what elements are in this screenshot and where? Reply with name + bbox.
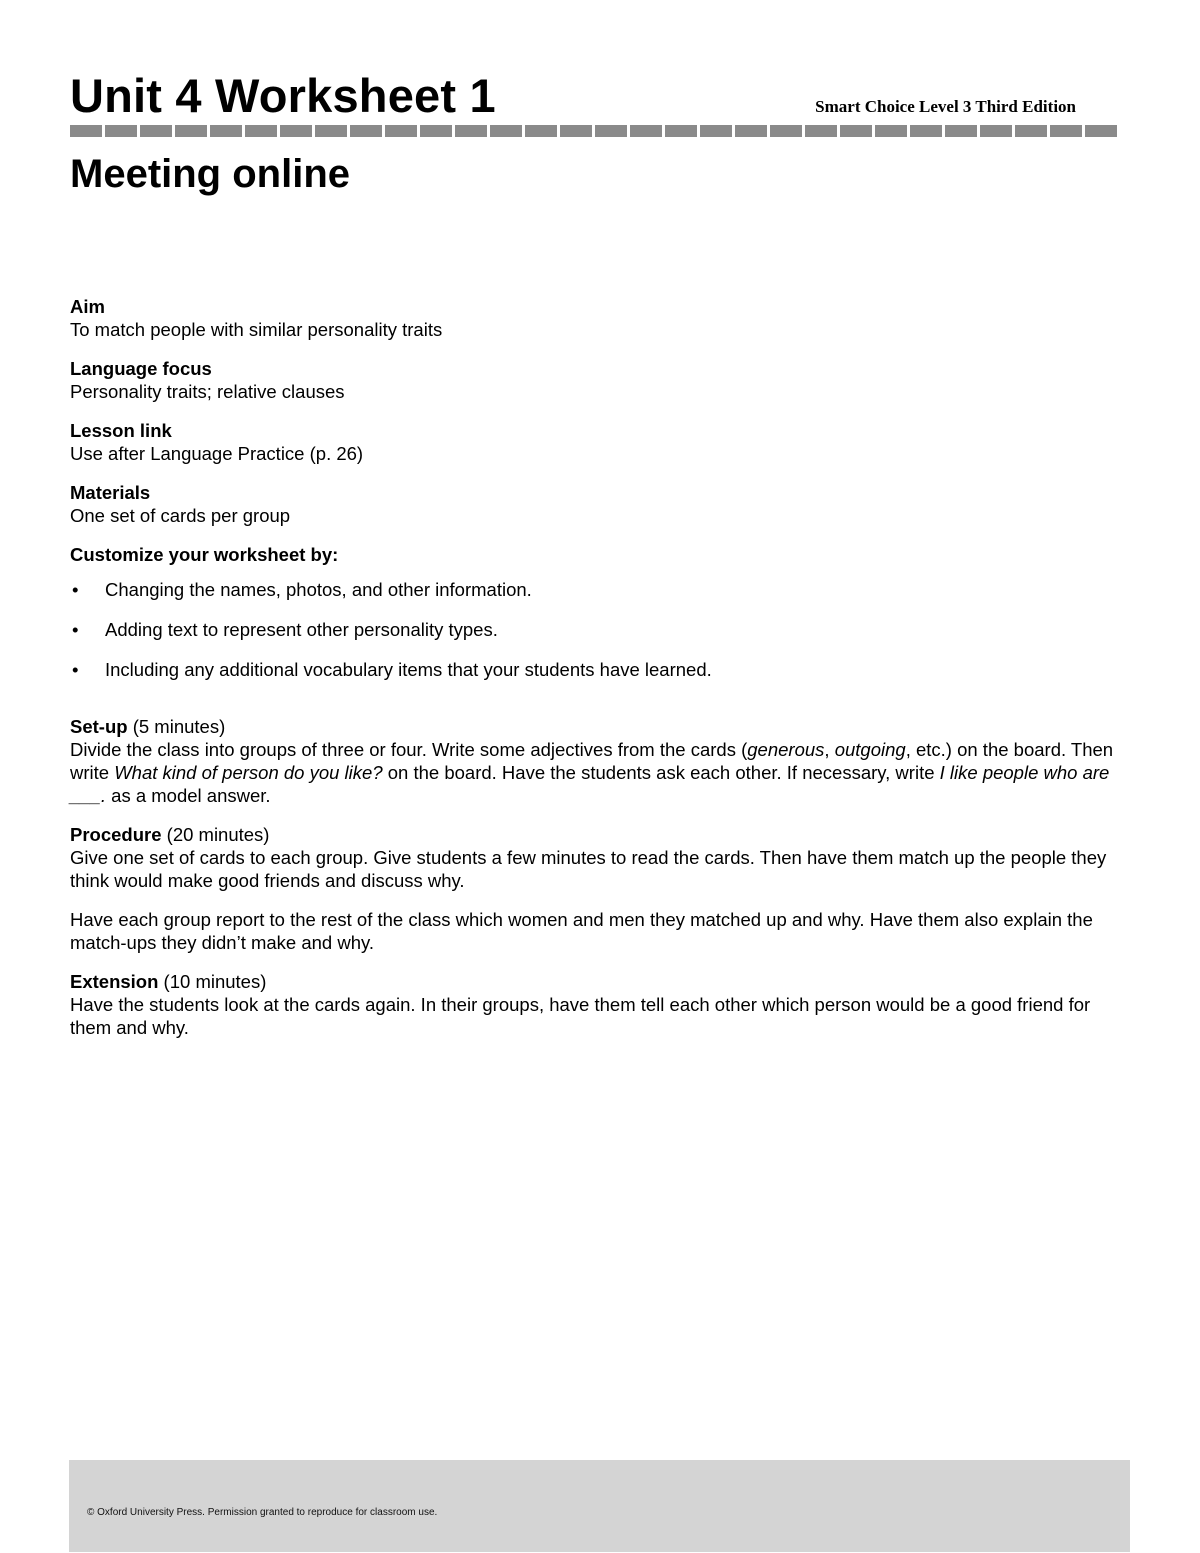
procedure-heading: Procedure — [70, 824, 162, 845]
setup-emphasis: generous — [747, 739, 825, 760]
aim-heading: Aim — [70, 296, 105, 317]
lesson-link-section — [70, 419, 1125, 465]
customize-heading: Customize your worksheet by: — [70, 544, 339, 565]
language-focus-section — [70, 357, 1125, 403]
list-item-text: Changing the names, photos, and other information. — [105, 579, 532, 600]
header-divider — [70, 125, 1117, 137]
worksheet-content — [70, 295, 1125, 1055]
list-item — [70, 618, 1125, 641]
worksheet-title: Unit 4 Worksheet 1 — [70, 69, 496, 122]
setup-text: Divide the class into groups of three or four. Write some adjectives from the cards ( — [70, 739, 748, 760]
setup-emphasis: I like people who are ___. — [70, 762, 1110, 806]
setup-heading: Set-up — [70, 716, 128, 737]
language-focus-body: Personality traits; relative clauses — [70, 381, 345, 402]
extension-body: Have the students look at the cards again. In their groups, have them tell each other which person would be a good friend for them and why. — [70, 994, 1091, 1038]
extension-heading: Extension — [70, 971, 159, 992]
list-item-text: Adding text to represent other personality types. — [105, 619, 498, 640]
bullet-icon: • — [72, 659, 79, 680]
setup-duration: (5 minutes) — [127, 716, 226, 737]
procedure-duration: (20 minutes) — [161, 824, 270, 845]
aim-section — [70, 295, 1125, 341]
list-item — [70, 658, 1125, 681]
copyright-notice: © Oxford University Press. Permission granted to reproduce for classroom use. — [87, 1507, 438, 1518]
materials-body: One set of cards per group — [70, 505, 291, 526]
setup-text: , etc.) on the board. Then write — [70, 739, 1114, 783]
procedure-paragraph-2: Have each group report to the rest of the class which women and men they matched up and why. Have them also explain the match-ups they didn’t make and why. — [70, 909, 1093, 953]
setup-section — [70, 715, 1125, 807]
setup-text: as a model answer. — [106, 785, 271, 806]
bullet-icon: • — [72, 619, 79, 640]
worksheet-subtitle: Meeting online — [70, 152, 350, 196]
list-item — [70, 578, 1125, 601]
procedure-section — [70, 823, 1125, 892]
language-focus-heading: Language focus — [70, 358, 212, 379]
extension-duration: (10 minutes) — [158, 971, 267, 992]
bullet-icon: • — [72, 579, 79, 600]
lesson-link-body: Use after Language Practice (p. 26) — [70, 443, 364, 464]
materials-section — [70, 481, 1125, 527]
setup-text: on the board. Have the students ask each other. If necessary, write — [382, 762, 940, 783]
customize-list — [70, 578, 1125, 681]
aim-body: To match people with similar personality traits — [70, 319, 443, 340]
edition-label: Smart Choice Level 3 Third Edition — [815, 97, 1076, 116]
procedure-paragraph: Give one set of cards to each group. Give students a few minutes to read the cards. Then have them match up the people they think would make good friends and discuss why. — [70, 847, 1107, 891]
footer — [69, 1460, 1130, 1552]
setup-emphasis: What kind of person do you like? — [114, 762, 383, 783]
setup-text: , — [824, 739, 835, 760]
materials-heading: Materials — [70, 482, 151, 503]
extension-section — [70, 970, 1125, 1039]
lesson-link-heading: Lesson link — [70, 420, 172, 441]
setup-emphasis: outgoing — [834, 739, 906, 760]
list-item-text: Including any additional vocabulary items that your students have learned. — [105, 659, 712, 680]
